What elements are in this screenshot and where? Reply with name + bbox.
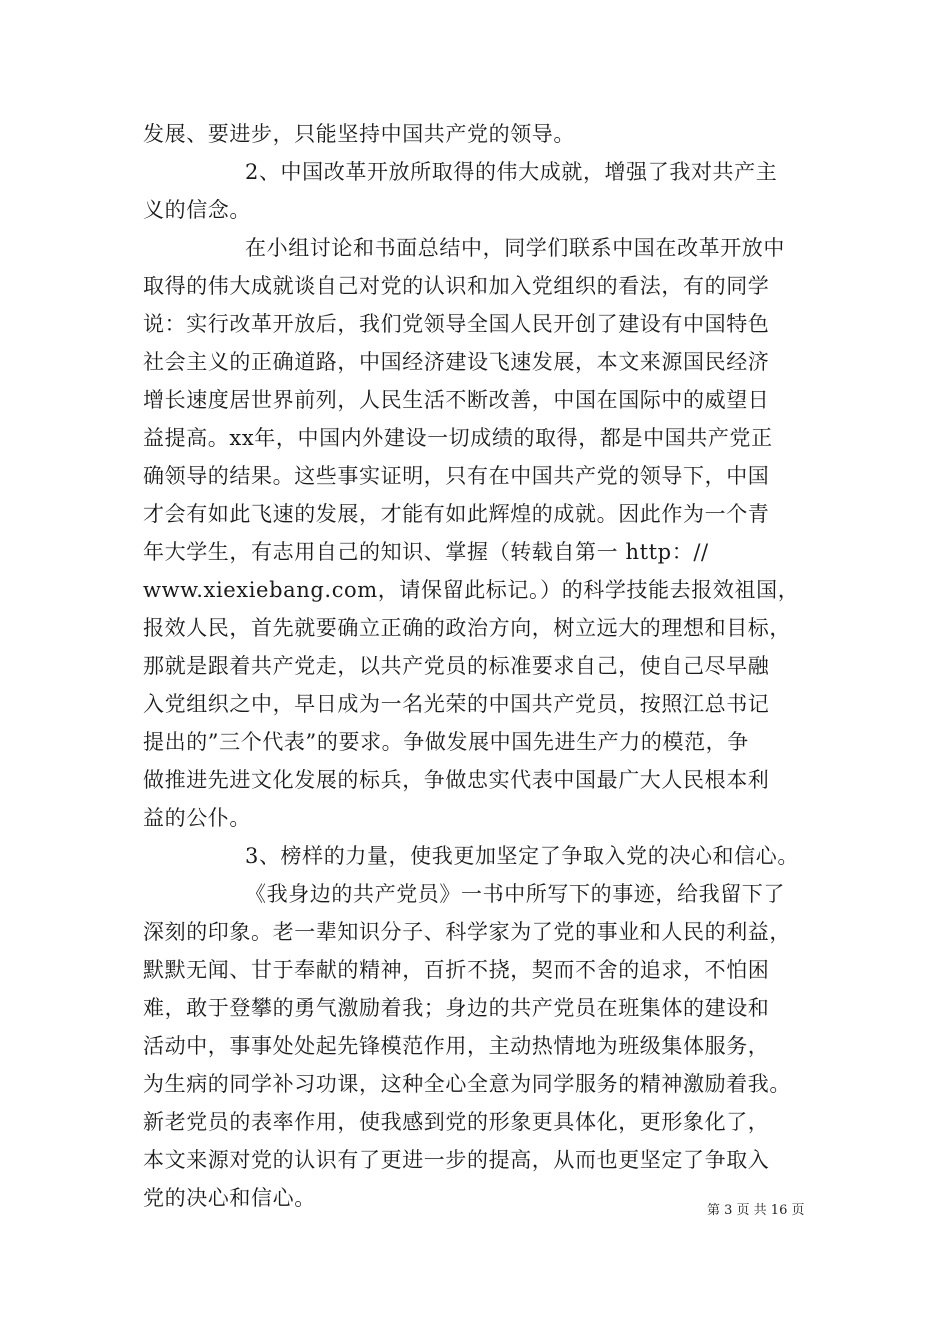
text-line: 新老党员的表率作用，使我感到党的形象更具体化，更形象化了， (143, 1110, 770, 1134)
text-line: 发展、要进步，只能坚持中国共产党的领导。 (143, 122, 575, 146)
text-line: 党的决心和信心。 (143, 1186, 316, 1210)
text-line: 默默无闻、甘于奉献的精神，百折不挠，契而不舍的追求，不怕困 (143, 958, 770, 982)
text-line: 在小组讨论和书面总结中，同学们联系中国在改革开放中 (245, 236, 785, 260)
text-line: 说：实行改革开放后，我们党领导全国人民开创了建设有中国特色 (143, 312, 770, 336)
text-line: 2、中国改革开放所取得的伟大成就，增强了我对共产主 (245, 160, 778, 184)
text-line: 为生病的同学补习功课，这种全心全意为同学服务的精神激励着我。 (143, 1072, 791, 1096)
text-line: 本文来源对党的认识有了更进一步的提高，从而也更坚定了争取入 (143, 1148, 770, 1172)
text-line: 做推进先进文化发展的标兵，争做忠实代表中国最广大人民根本利 (143, 768, 770, 792)
text-line: 深刻的印象。老一辈知识分子、科学家为了党的事业和人民的利益， (143, 920, 791, 944)
page-number-footer: 第 3 页 共 16 页 (707, 1203, 805, 1218)
text-line: 社会主义的正确道路，中国经济建设飞速发展，本文来源国民经济 (143, 350, 770, 374)
text-line: 取得的伟大成就谈自己对党的认识和加入党组织的看法，有的同学 (143, 274, 770, 298)
text-line: 益的公仆。 (143, 806, 251, 830)
text-line: 年大学生，有志用自己的知识、掌握（转载自第一 http：// (143, 540, 709, 564)
text-line: www.xiexiebang.com，请保留此标记。）的科学技能去报效祖国， (143, 578, 800, 602)
text-line: 3、榜样的力量，使我更加坚定了争取入党的决心和信心。 (245, 844, 799, 868)
text-line: 义的信念。 (143, 198, 251, 222)
text-line: 那就是跟着共产党走，以共产党员的标准要求自己，使自己尽早融 (143, 654, 770, 678)
text-line: 难，敢于登攀的勇气激励着我；身边的共产党员在班集体的建设和 (143, 996, 770, 1020)
text-line: 《我身边的共产党员》一书中所写下的事迹，给我留下了 (245, 882, 785, 906)
text-line: 确领导的结果。这些事实证明，只有在中国共产党的领导下，中国 (143, 464, 770, 488)
text-line: 才会有如此飞速的发展，才能有如此辉煌的成就。因此作为一个青 (143, 502, 770, 526)
text-line: 报效人民，首先就要确立正确的政治方向，树立远大的理想和目标， (143, 616, 791, 640)
text-line: 入党组织之中，早日成为一名光荣的中国共产党员，按照江总书记 (143, 692, 770, 716)
text-line: 益提高。xx年，中国内外建设一切成绩的取得，都是中国共产党正 (143, 426, 773, 450)
text-line: 提出的”三个代表”的要求。争做发展中国先进生产力的模范，争 (143, 730, 749, 754)
text-line: 增长速度居世界前列，人民生活不断改善，中国在国际中的威望日 (143, 388, 770, 412)
text-line: 活动中，事事处处起先锋模范作用，主动热情地为班级集体服务， (143, 1034, 770, 1058)
